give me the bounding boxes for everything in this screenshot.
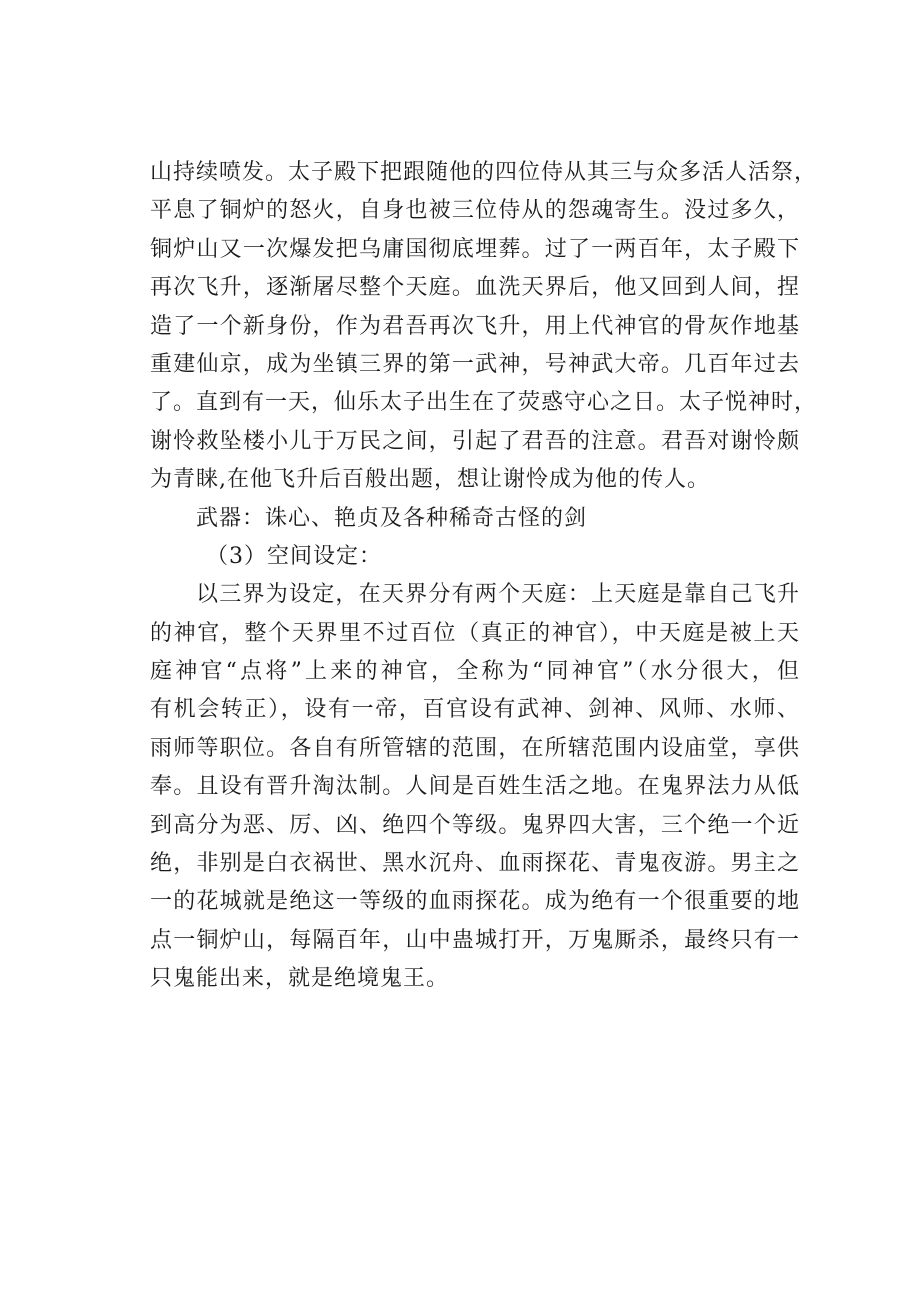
text-line: 山持续喷发。太子殿下把跟随他的四位侍从其三与众多活人活祭， <box>150 160 818 185</box>
text-line: 的神官，整个天界里不过百位（真正的神官），中天庭是被上天 <box>150 620 800 646</box>
text-line: 奉。且设有晋升淘汰制。人间是百姓生活之地。在鬼界法力从低 <box>150 774 800 800</box>
text-line: 只鬼能出来，就是绝境鬼王。 <box>150 966 450 992</box>
text-line: 点一铜炉山，每隔百年，山中蛊城打开，万鬼厮杀，最终只有一 <box>150 927 800 953</box>
text-line: 雨师等职位。各自有所管辖的范围，在所辖范围内设庙堂，享供 <box>150 735 800 761</box>
text-line: 铜炉山又一次爆发把乌庸国彻底埋葬。过了一两百年，太子殿下 <box>150 236 800 262</box>
text-line: 谢怜救坠楼小儿于万民之间，引起了君吾的注意。君吾对谢怜颇 <box>150 428 800 454</box>
weapon-line: 武器：诛心、艳贞及各种稀奇古怪的剑 <box>196 505 588 531</box>
text-line: 了。直到有一天，仙乐太子出生在了荧惑守心之日。太子悦神时， <box>150 390 818 416</box>
text-line: 到高分为恶、厉、凶、绝四个等级。鬼界四大害，三个绝一个近 <box>150 812 800 838</box>
text-line: 再次飞升，逐渐屠尽整个天庭。血洗天界后，他又回到人间，捏 <box>150 275 800 301</box>
text-line: 以三界为设定，在天界分有两个天庭：上天庭是靠自己飞升 <box>196 582 800 608</box>
section-heading <box>150 538 800 576</box>
text-line: 为青睐,在他飞升后百般出题，想让谢怜成为他的传人。 <box>150 467 710 493</box>
text-line: 庭神官“点将”上来的神官，全称为“同神官”（水分很大，但 <box>150 659 800 685</box>
document-body <box>150 154 818 999</box>
paragraph-weapon <box>150 500 800 538</box>
paragraph-story <box>150 154 818 500</box>
section-heading-text: （3）空间设定： <box>206 543 382 569</box>
paragraph-setting <box>150 576 800 998</box>
text-line: 平息了铜炉的怒火，自身也被三位侍从的怨魂寄生。没过多久， <box>150 198 800 224</box>
text-line: 重建仙京，成为坐镇三界的第一武神，号神武大帝。几百年过去 <box>150 351 800 377</box>
text-line: 有机会转正），设有一帝，百官设有武神、剑神、风师、水师、 <box>150 697 800 723</box>
text-line: 绝，非别是白衣祸世、黑水沉舟、血雨探花、青鬼夜游。男主之 <box>150 851 800 877</box>
text-line: 一的花城就是绝这一等级的血雨探花。成为绝有一个很重要的地 <box>150 889 800 915</box>
text-line: 造了一个新身份，作为君吾再次飞升，用上代神官的骨灰作地基 <box>150 313 800 339</box>
